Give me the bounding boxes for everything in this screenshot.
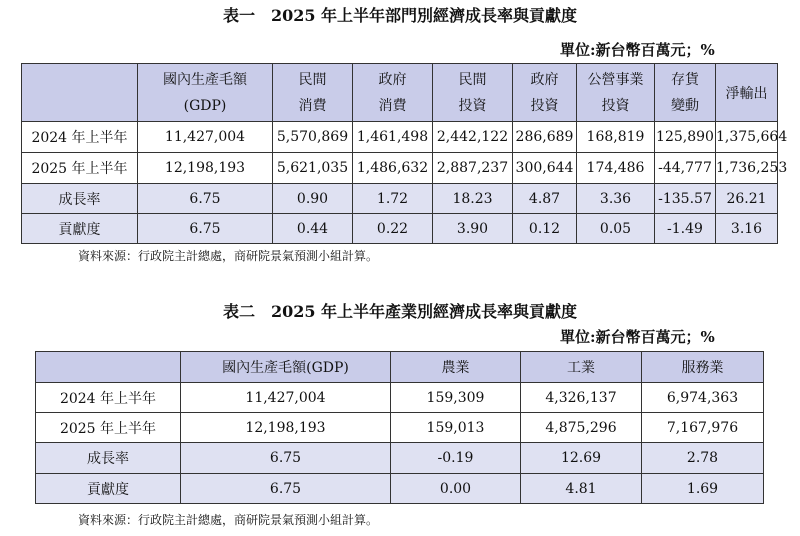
- table-cell: 18.23: [433, 184, 513, 214]
- table-cell: 12.69: [521, 443, 642, 474]
- table1-unit: 單位:新台幣百萬元；%: [560, 41, 715, 59]
- table1-source: 資料來源：行政院主計總處，商研院景氣預測小組計算。: [78, 249, 379, 263]
- table-cell: 11,427,004: [181, 383, 391, 413]
- table-cell: 5,570,869: [273, 122, 353, 153]
- table-cell: 3.16: [716, 214, 778, 244]
- table-cell: 2,442,122: [433, 122, 513, 153]
- table-cell: 26.21: [716, 184, 778, 214]
- row-label: 成長率: [36, 443, 181, 474]
- table2-header-cell: 國內生產毛額(GDP): [181, 352, 391, 383]
- table-cell: 0.00: [391, 474, 521, 504]
- table1-header-row: [22, 64, 778, 122]
- table-cell: 1,375,664: [716, 122, 778, 153]
- row-label: 貢獻度: [36, 474, 181, 504]
- table1-header-cell: 政府 消費: [353, 64, 433, 122]
- table-cell: 11,427,004: [138, 122, 273, 153]
- table-cell: 4.81: [521, 474, 642, 504]
- table1-header-cell: 淨輸出: [716, 64, 778, 122]
- table-cell: 0.22: [353, 214, 433, 244]
- table-row: [22, 184, 778, 214]
- table-cell: 125,890: [655, 122, 716, 153]
- table2-corner-cell: [36, 352, 181, 383]
- table-cell: 159,309: [391, 383, 521, 413]
- table-cell: 168,819: [577, 122, 655, 153]
- table-row: [22, 122, 778, 153]
- table-row: [36, 443, 764, 474]
- table-cell: 6.75: [181, 474, 391, 504]
- table2-unit: 單位:新台幣百萬元；%: [560, 328, 715, 346]
- table1-header-cell: 民間 投資: [433, 64, 513, 122]
- table-cell: -44,777: [655, 153, 716, 184]
- table-row: [36, 413, 764, 443]
- table-cell: 4.87: [513, 184, 577, 214]
- table-cell: 1.72: [353, 184, 433, 214]
- table-cell: 1,736,253: [716, 153, 778, 184]
- table-cell: 159,013: [391, 413, 521, 443]
- table-row: [22, 153, 778, 184]
- table2: [35, 351, 764, 504]
- table-cell: -135.57: [655, 184, 716, 214]
- table1-title: 表一 2025 年上半年部門別經濟成長率與貢獻度: [222, 6, 578, 25]
- table-cell: 1.69: [642, 474, 764, 504]
- row-label: 成長率: [22, 184, 138, 214]
- table2-header-cell: 農業: [391, 352, 521, 383]
- table1-header-cell: 國內生產毛額 (GDP): [138, 64, 273, 122]
- table-cell: 3.36: [577, 184, 655, 214]
- table-cell: 3.90: [433, 214, 513, 244]
- table-cell: 6.75: [138, 184, 273, 214]
- table-cell: 2,887,237: [433, 153, 513, 184]
- row-label: 2025 年上半年: [22, 153, 138, 184]
- table1-header-cell: 民間 消費: [273, 64, 353, 122]
- row-label: 2024 年上半年: [22, 122, 138, 153]
- table-cell: 12,198,193: [138, 153, 273, 184]
- row-label: 2025 年上半年: [36, 413, 181, 443]
- table2-header-cell: 工業: [521, 352, 642, 383]
- table-cell: -1.49: [655, 214, 716, 244]
- table2-header-row: [36, 352, 764, 383]
- table-cell: 0.05: [577, 214, 655, 244]
- table-cell: -0.19: [391, 443, 521, 474]
- table-cell: 6.75: [181, 443, 391, 474]
- table1-header-cell: 公營事業 投資: [577, 64, 655, 122]
- table2-source: 資料來源：行政院主計總處，商研院景氣預測小組計算。: [78, 513, 379, 527]
- table-cell: 0.44: [273, 214, 353, 244]
- table2-title: 表二 2025 年上半年產業別經濟成長率與貢獻度: [222, 302, 578, 321]
- table-cell: 7,167,976: [642, 413, 764, 443]
- table1: [21, 63, 788, 244]
- table1-header-cell: 政府 投資: [513, 64, 577, 122]
- table-cell: 286,689: [513, 122, 577, 153]
- table-cell: 300,644: [513, 153, 577, 184]
- table1-corner-cell: [22, 64, 138, 122]
- table-cell: 6,974,363: [642, 383, 764, 413]
- table-cell: 6.75: [138, 214, 273, 244]
- table-cell: 4,326,137: [521, 383, 642, 413]
- table-cell: 1,486,632: [353, 153, 433, 184]
- table-cell: 2.78: [642, 443, 764, 474]
- table-cell: 12,198,193: [181, 413, 391, 443]
- table-cell: 0.12: [513, 214, 577, 244]
- table-cell: 5,621,035: [273, 153, 353, 184]
- table-cell: 4,875,296: [521, 413, 642, 443]
- table1-header-cell: 存貨 變動: [655, 64, 716, 122]
- table2-header-cell: 服務業: [642, 352, 764, 383]
- row-label: 2024 年上半年: [36, 383, 181, 413]
- table-row: [36, 474, 764, 504]
- table-row: [36, 383, 764, 413]
- table-row: [22, 214, 778, 244]
- table-cell: 174,486: [577, 153, 655, 184]
- row-label: 貢獻度: [22, 214, 138, 244]
- table-cell: 0.90: [273, 184, 353, 214]
- table-cell: 1,461,498: [353, 122, 433, 153]
